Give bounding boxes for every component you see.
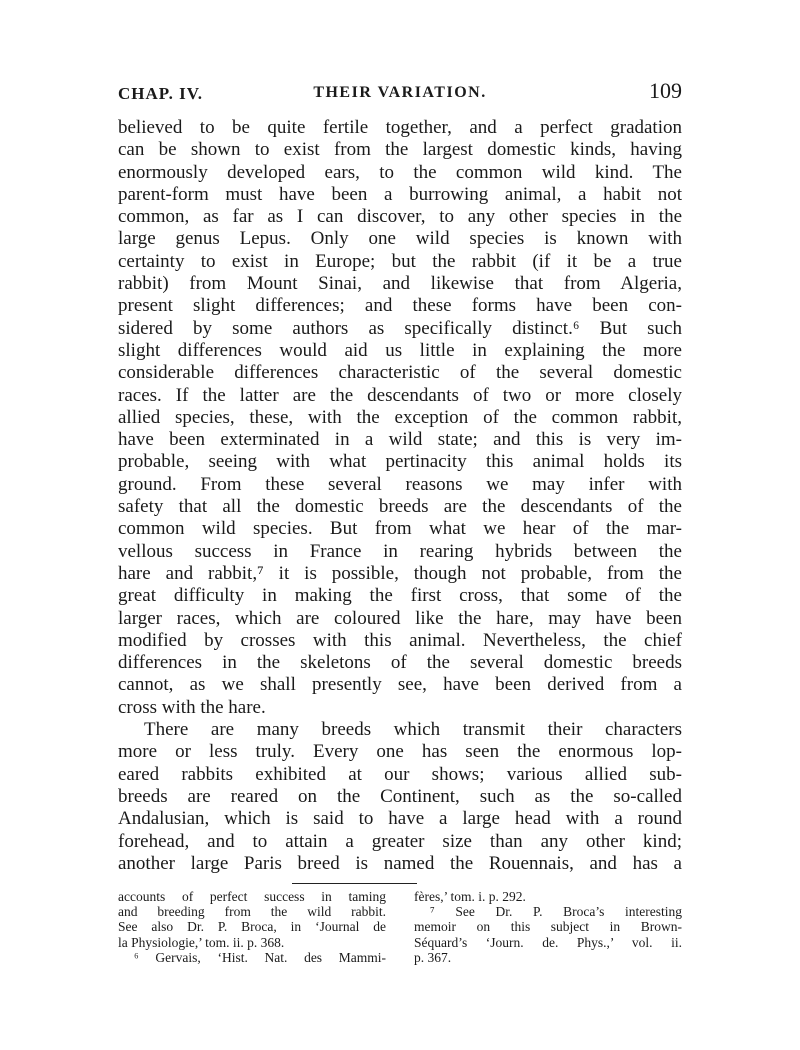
footnote-line: and breeding from the wild rabbit. (118, 904, 386, 920)
running-head (118, 78, 682, 108)
body-line: eared rabbits exhibited at our shows; various allied sub- (118, 763, 682, 785)
body-line: ground. From these several reasons we may infer with (118, 473, 682, 495)
body-line: cross with the hare. (118, 696, 266, 718)
body-line: Andalusian, which is said to have a large head with a round (118, 808, 682, 830)
footnote-line: accounts of perfect success in taming (118, 889, 386, 904)
body-line: slight differences would aid us little in explaining the more (118, 339, 682, 361)
body-line: common, as far as I can discover, to any other species in the (118, 206, 682, 228)
footnote-line: p. 367. (414, 949, 452, 965)
chapter-label: CHAP. IV. (118, 84, 204, 103)
body-line: probable, seeing with what pertinacity this animal holds its (118, 451, 682, 473)
body-line: There are many breeds which transmit their characters (144, 719, 682, 741)
body-line: larger races, which are coloured like the hare, may have been (118, 607, 682, 629)
body-line: safety that all the domestic breeds are the descendants of the (118, 496, 682, 518)
body-line: rabbit) from Mount Sinai, and likewise that from Algeria, (118, 273, 682, 295)
body-line: considerable differences characteristic of the several domestic (118, 362, 682, 384)
footnote-line: fères,’ tom. i. p. 292. (414, 889, 526, 904)
footnote-column-left (118, 889, 386, 965)
footnote-column-right (414, 889, 682, 965)
body-line: more or less truly. Every one has seen the enormous lop- (118, 741, 682, 763)
body-line: parent-form must have been a burrowing animal, a habit not (118, 183, 682, 205)
footnote-line: Séquard’s ‘Journ. de. Phys.,’ vol. ii. (414, 934, 682, 950)
body-line: sidered by some authors as specifically distinct.⁶ But such (118, 317, 682, 339)
body-line: another large Paris breed is named the Rouennais, and has a (118, 852, 682, 874)
body-line: allied species, these, with the exception of the common rabbit, (118, 406, 682, 428)
body-line: races. If the latter are the descendants of two or more closely (118, 384, 682, 406)
footnote-line: ⁶ Gervais, ‘Hist. Nat. des Mammi- (134, 949, 386, 965)
footnote-rule (292, 883, 417, 884)
body-text (118, 117, 682, 875)
body-line: differences in the skeletons of the several domestic breeds (118, 652, 682, 674)
body-line: can be shown to exist from the largest domestic kinds, having (118, 139, 682, 161)
body-line: common wild species. But from what we hear of the mar- (118, 518, 682, 540)
body-line: cannot, as we shall presently see, have been derived from a (118, 674, 682, 696)
body-line: forehead, and to attain a greater size than any other kind; (118, 830, 682, 852)
body-line: have been exterminated in a wild state; and this is very im- (118, 429, 682, 451)
running-title: THEIR VARIATION. (313, 84, 487, 101)
body-line: modified by crosses with this animal. Nevertheless, the chief (118, 629, 682, 651)
footnote-line: la Physiologie,’ tom. ii. p. 368. (118, 934, 285, 950)
body-line: hare and rabbit,⁷ it is possible, though not probable, from the (118, 562, 682, 584)
body-line: great difficulty in making the first cross, that some of the (118, 585, 682, 607)
footnote-line: ⁷ See Dr. P. Broca’s interesting (430, 904, 682, 920)
body-line: enormously developed ears, to the common wild kind. The (118, 161, 682, 183)
footnotes (118, 889, 682, 979)
page-number: 109 (649, 78, 682, 103)
body-line: believed to be quite fertile together, and a perfect gradation (118, 117, 682, 138)
body-line: vellous success in France in rearing hybrids between the (118, 540, 682, 562)
body-line: breeds are reared on the Continent, such as the so-called (118, 785, 682, 807)
footnote-line: See also Dr. P. Broca, in ‘Journal de (118, 919, 386, 935)
body-line: large genus Lepus. Only one wild species is known with (118, 228, 682, 250)
body-line: certainty to exist in Europe; but the rabbit (if it be a true (118, 250, 682, 272)
footnote-line: memoir on this subject in Brown- (414, 919, 682, 935)
body-line: present slight differences; and these forms have been con- (118, 295, 682, 317)
